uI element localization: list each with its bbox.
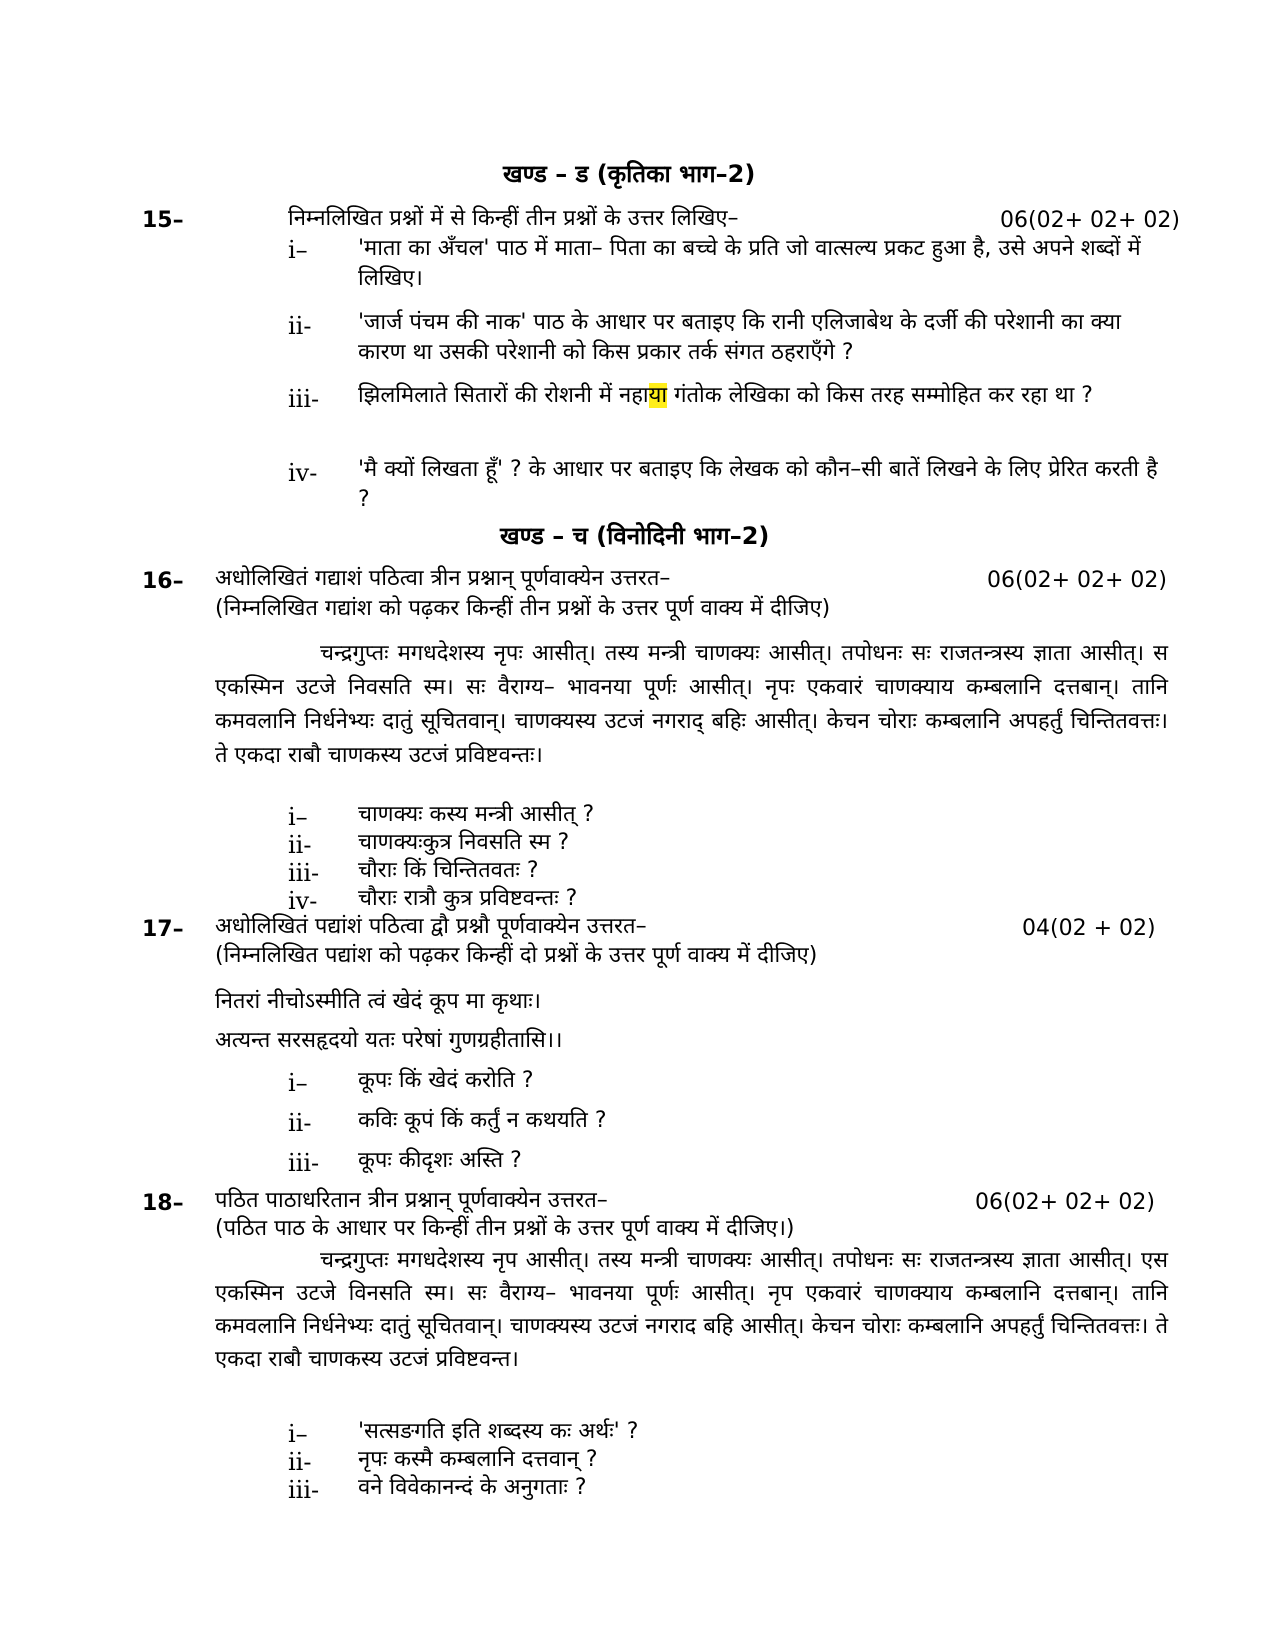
question-number-17: 17–	[142, 917, 184, 942]
q15-item-text: 'मै क्यों लिखता हूँ' ? के आधार पर बताइए कि लेखक को कौन–सी बातें लिखने के लिए प्रेरित करती है ?	[358, 457, 1158, 512]
q15-item-text	[358, 381, 1168, 411]
q18-translation: (पठित पाठ के आधार पर किन्हीं तीन प्रश्नों के उत्तर पूर्ण वाक्य में दीजिए।)	[215, 1216, 795, 1241]
q18-item-text: नृपः कस्मै कम्बलानि दत्तवान् ?	[358, 1447, 598, 1472]
q17-item-label: ii-	[288, 1109, 312, 1137]
q15-item-text-part: झिलमिलाते सितारों की रोशनी में नहा	[358, 383, 649, 408]
q17-marks: 04(02 + 02)	[1022, 916, 1156, 941]
q16-item-label: ii-	[288, 831, 312, 859]
q16-instruction: अधोलिखितं गद्याशं पठित्वा त्रीन प्रश्नान् पूर्णवाक्येन उत्तरत–	[215, 566, 671, 591]
q17-verse-line-1: नितरां नीचोऽस्मीति त्वं खेदं कूप मा कृथाः।	[215, 989, 542, 1014]
q15-item-text: 'माता का अँचल' पाठ में माता– पिता का बच्चे के प्रति जो वात्सल्य प्रकट हुआ है, उसे अपने शब्दों में लिखिए।	[358, 236, 1141, 291]
section-d-heading: खण्ड – ड (कृतिका भाग–2)	[503, 160, 756, 188]
q15-item-text-part: गंतोक लेखिका को किस तरह सम्मोहित कर रहा था ?	[667, 383, 1093, 408]
q17-item-label: i–	[288, 1069, 308, 1097]
question-number-15: 15–	[142, 208, 184, 233]
q15-item-label: iv-	[288, 459, 318, 487]
question-number-16: 16–	[142, 569, 184, 594]
q16-item-text: चौराः किं चिन्तितवतः ?	[358, 858, 539, 883]
q18-item-text: वने विवेकानन्दं के अनुगताः ?	[358, 1475, 587, 1500]
q18-item-label: ii-	[288, 1448, 312, 1476]
highlighted-text: या	[648, 383, 668, 408]
question-number-18: 18–	[142, 1191, 184, 1216]
q18-passage: चन्द्रगुप्तः मगधदेशस्य नृप आसीत्। तस्य मन्त्री चाणक्यः आसीत्। तपोधनः सः राजतन्त्रस्य ज्ञाता आसीत्। एस एकस्मिन उटजे विनसति स्म। सः वैराग्य– भावनया पूर्णः आसीत्। नृप एकवारं चाणक्याय कम्बलानि दत्तबान्। तानि कमवलानि निर्धनेभ्यः दातुं सूचितवान्। चाणक्यस्य उटजं नगराद बहि आसीत्। केचन चोराः कम्बलानि अपहर्तुं चिन्तितवत्तः। ते एकदा राबौ चाणकस्य उटजं प्रविष्टवन्त।	[215, 1248, 1168, 1372]
q17-item-label: iii-	[288, 1149, 320, 1177]
q17-item-text: कविः कूपं किं कर्तुं न कथयति ?	[358, 1108, 607, 1133]
q17-item-text: कूपः किं खेदं करोति ?	[358, 1068, 534, 1093]
q15-marks: 06(02+ 02+ 02)	[1000, 208, 1180, 233]
q16-item-label: i–	[288, 803, 308, 831]
q18-item-label: iii-	[288, 1476, 320, 1504]
section-e-heading: खण्ड – च (विनोदिनी भाग–2)	[500, 522, 770, 550]
q15-item-label: i–	[288, 236, 308, 264]
q15-instruction: निम्नलिखित प्रश्नों में से किन्हीं तीन प्रश्नों के उत्तर लिखिए–	[288, 206, 739, 231]
q17-verse-line-2: अत्यन्त सरसहृदयो यतः परेषां गुणग्रहीतासि।।	[215, 1028, 563, 1053]
q18-item-label: i–	[288, 1420, 308, 1448]
q16-item-text: चाणक्यःकुत्र निवसति स्म ?	[358, 830, 570, 855]
q17-instruction: अधोलिखितं पद्यांशं पठित्वा द्वौ प्रश्नौ पूर्णवाक्येन उत्तरत–	[215, 914, 647, 939]
q16-item-text: चाणक्यः कस्य मन्त्री आसीत् ?	[358, 802, 595, 827]
q15-item-label: iii-	[288, 385, 320, 413]
q16-marks: 06(02+ 02+ 02)	[987, 568, 1167, 593]
q16-item-label: iii-	[288, 859, 320, 887]
q18-instruction: पठित पाठाधरितान त्रीन प्रश्नान् पूर्णवाक्येन उत्तरत–	[215, 1188, 608, 1213]
q18-item-text: 'सत्सङगति इति शब्दस्य कः अर्थः' ?	[358, 1419, 639, 1444]
q16-item-label: iv-	[288, 887, 318, 915]
q17-translation: (निम्नलिखित पद्यांश को पढ़कर किन्हीं दो प्रश्नों के उत्तर पूर्ण वाक्य में दीजिए)	[215, 943, 818, 968]
q16-translation: (निम्नलिखित गद्यांश को पढ़कर किन्हीं तीन प्रश्नों के उत्तर पूर्ण वाक्य में दीजिए)	[215, 596, 831, 621]
q16-passage: चन्द्रगुप्तः मगधदेशस्य नृपः आसीत्। तस्य मन्त्री चाणक्यः आसीत्। तपोधनः सः राजतन्त्रस्य ज्ञाता आसीत्। स एकस्मिन उटजे निवसति स्म। सः वैराग्य– भावनया पूर्णः आसीत्। नृपः एकवारं चाणक्याय कम्बलानि दत्तबान्। तानि कमवलानि निर्धनेभ्यः दातुं सूचितवान्। चाणक्यस्य उटजं नगराद् बहिः आसीत्। केचन चोराः कम्बलानि अपहर्तुं चिन्तितवत्तः। ते एकदा राबौ चाणकस्य उटजं प्रविष्टवन्तः।	[215, 641, 1168, 768]
q15-item-label: ii-	[288, 312, 312, 340]
q16-item-text: चौराः रात्रौ कुत्र प्रविष्टवन्तः ?	[358, 886, 578, 911]
q18-marks: 06(02+ 02+ 02)	[975, 1190, 1155, 1215]
q15-item-text: 'जार्ज पंचम की नाक' पाठ के आधार पर बताइए कि रानी एलिजाबेथ के दर्जी की परेशानी का क्या कारण था उसकी परेशानी को किस प्रकार तर्क संगत ठहराएँगे ?	[358, 310, 1121, 365]
q17-item-text: कूपः कीदृशः अस्ति ?	[358, 1148, 522, 1173]
